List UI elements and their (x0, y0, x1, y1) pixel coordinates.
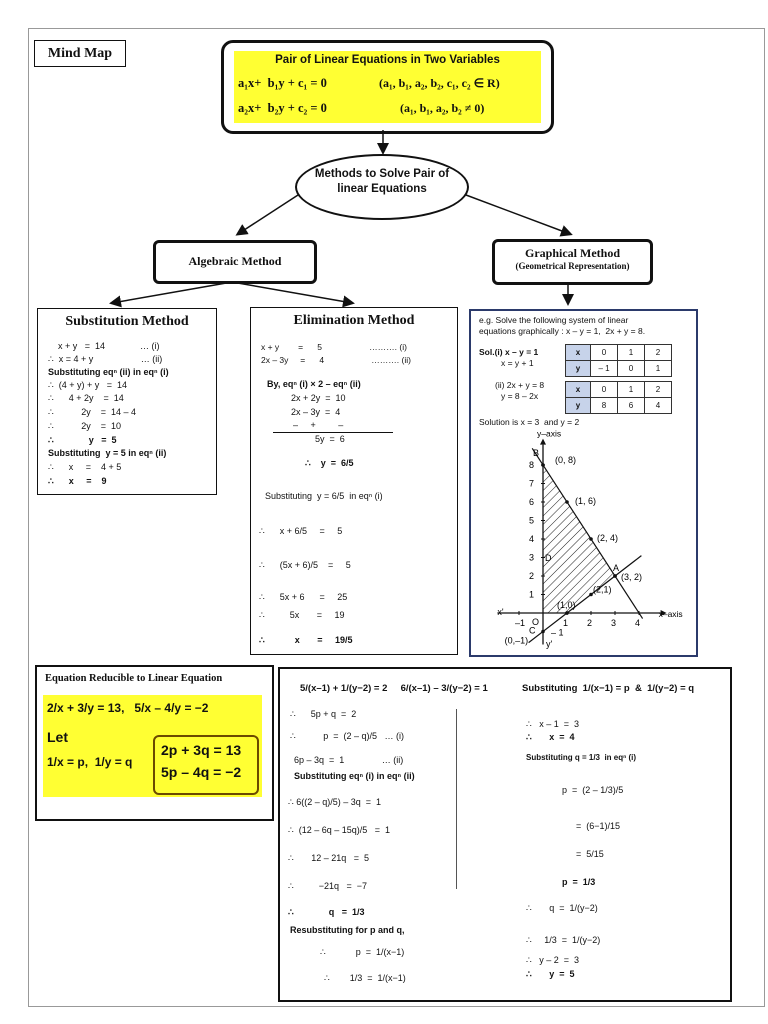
sub-line: ∴ (4 + y) + y = 14 (48, 380, 128, 390)
graph-question-2: equations graphically : x – y = 1, 2x + y = 8. (479, 326, 646, 336)
equation-2: a₂x+ b₂y + c₂ = 0 (238, 101, 327, 115)
sub-line: ∴ 4 + 2y = 14 (48, 393, 124, 403)
methods-oval (295, 154, 469, 220)
t-cell: 2 (645, 345, 672, 361)
bl-line: ∴ q = 1/3 (288, 907, 365, 917)
y-tick-label: 5 (529, 515, 535, 526)
reducible-panel (35, 665, 274, 821)
t-cell: 1 (618, 382, 645, 398)
br-line: ∴ y = 5 (526, 969, 575, 979)
y-tick-label: 7 (529, 478, 535, 489)
y-axis-label: y–axis (537, 428, 562, 439)
graph-annotation: (3, 2) (621, 572, 643, 582)
t-cell: – 1 (591, 361, 618, 377)
elim-line: – + – (293, 420, 344, 430)
br-line: ∴ 1/3 = 1/(y−2) (526, 935, 601, 945)
br-line: = 5/15 (576, 849, 604, 859)
elimination-title: Elimination Method (293, 313, 415, 328)
sub-line: ∴ 2y = 10 (48, 421, 122, 431)
graph-annotation: x' (497, 607, 504, 617)
sol-line: x = y + 1 (501, 358, 534, 368)
data-point (541, 463, 545, 467)
br-line: = (6−1)/15 (576, 821, 621, 831)
boxed-eq: 5p – 4q = −2 (161, 764, 242, 780)
graph-example-panel (469, 309, 698, 657)
elim-line: ∴ y = 6/5 (305, 458, 354, 468)
elim-line: 5y = 6 (315, 434, 345, 444)
graph-question-1: e.g. Solve the following system of linear (479, 315, 629, 325)
br-line: ∴ q = 1/(y−2) (526, 903, 598, 913)
bl-line: 6p – 3q = 1 … (ii) (294, 755, 404, 765)
x-axis-label: x–axis (658, 609, 683, 619)
graph-solution: Solution is x = 3 and y = 2 (479, 417, 580, 427)
reducible-let: Let (47, 729, 68, 745)
t-cell: 2 (645, 382, 672, 398)
reducible-subs: 1/x = p, 1/y = q (47, 755, 133, 769)
bl-line: ∴ 12 – 21q = 5 (288, 853, 370, 863)
sub-line: ∴ x = 9 (48, 476, 107, 486)
condition-2: (a₁, b₁, a₂, b₂ ≠ 0) (400, 101, 485, 115)
sol-line: (ii) 2x + y = 8 (495, 380, 545, 390)
sub-line: ∴ 2y = 14 – 4 (48, 407, 137, 417)
bl-line: ∴ 6((2 – q)/5) – 3q = 1 (288, 797, 382, 807)
br-line: ∴ x = 4 (526, 732, 575, 742)
graphical-title: Graphical Method (525, 246, 620, 260)
t-cell: y (566, 361, 591, 377)
graph-annotation: C (529, 625, 536, 636)
elim-line: By, eqⁿ (i) × 2 – eqⁿ (ii) (267, 379, 361, 389)
reducible-title: Equation Reducible to Linear Equation (45, 673, 223, 684)
data-point (565, 500, 569, 504)
t-cell: x (566, 345, 591, 361)
x-tick-label: –1 (515, 618, 526, 628)
data-point (541, 630, 545, 634)
br-line: Substituting q = 1/3 in eqⁿ (i) (526, 753, 637, 762)
top-title: Pair of Linear Equations in Two Variables (275, 54, 500, 66)
elim-rule (273, 432, 393, 433)
graph-annotation: (0,–1) (504, 635, 529, 646)
values-table-1 (565, 344, 672, 377)
y-tick-label: 4 (529, 534, 535, 544)
br-line: ∴ x – 1 = 3 (526, 719, 580, 729)
t-cell: 0 (591, 382, 618, 398)
graph-annotation: – 1 (551, 627, 564, 638)
t-cell: 4 (645, 398, 672, 414)
elim-line: ∴ (5x + 6)/5 = 5 (259, 560, 351, 570)
data-point (589, 537, 593, 541)
bl-header: 5/(x–1) + 1/(y−2) = 2 6/(x–1) – 3/(y−2) = 1 (300, 683, 488, 694)
graphical-subtitle: (Geometrical Representation) (515, 261, 630, 271)
substitution-title: Substitution Method (65, 314, 189, 329)
elim-line: 2x – 3y = 4 ………. (ii) (261, 355, 411, 365)
sub-line: x + y = 14 … (i) (48, 341, 160, 351)
y-tick-label: 3 (529, 552, 535, 563)
elim-line: 2x + 2y = 10 (291, 393, 346, 403)
graph-annotation: (1,0) (557, 600, 576, 610)
graph-annotation: (2,1) (593, 584, 612, 595)
line-graph (471, 428, 692, 653)
elim-line: x + y = 5 ………. (i) (261, 342, 407, 352)
boxed-eq: 2p + 3q = 13 (161, 742, 242, 758)
data-point (613, 574, 617, 578)
graphical-method-box (492, 239, 653, 285)
column-divider (456, 709, 457, 889)
x-tick-label: 3 (611, 618, 617, 628)
methods-line-1: Methods to Solve Pair of (314, 168, 450, 180)
elim-line: ∴ x + 6/5 = 5 (259, 526, 343, 536)
algebraic-method-box: Algebraic Method (153, 240, 317, 284)
graph-annotation: A (613, 563, 620, 573)
y-tick-label: 2 (529, 571, 535, 581)
t-cell: 8 (591, 398, 618, 414)
bl-line: ∴ p = (2 – q)/5 … (i) (290, 731, 405, 741)
sol-line: y = 8 – 2x (501, 391, 539, 401)
graph-annotation: (2, 4) (597, 533, 619, 543)
graph-annotation: B (533, 447, 540, 458)
bl-line: ∴ (12 – 6q – 15q)/5 = 1 (288, 825, 391, 835)
t-cell: 6 (618, 398, 645, 414)
br-line: ∴ y – 2 = 3 (526, 955, 580, 965)
equation-1: a₁x+ b₁y + c₁ = 0 (238, 76, 327, 90)
sub-line: ∴ y = 5 (48, 435, 117, 445)
graph-annotation: y' (546, 638, 553, 649)
worked-example-panel (278, 667, 732, 1002)
graph-annotation: D (545, 553, 552, 564)
t-cell: 1 (645, 361, 672, 377)
condition-1: (a₁, b₁, a₂, b₂, c₁, c₂ ∈ R) (379, 76, 500, 90)
x-tick-label: 4 (635, 618, 641, 628)
sol-line: Sol.(i) x – y = 1 (479, 347, 539, 357)
y-tick-label: 6 (529, 497, 535, 507)
substitution-method-panel (37, 308, 217, 495)
elim-line: ∴ 5x + 6 = 25 (259, 592, 348, 602)
bl-line: ∴ −21q = −7 (288, 881, 368, 891)
data-point (565, 611, 569, 615)
methods-line-2: linear Equations (337, 183, 427, 195)
elim-line: 2x – 3y = 4 (291, 407, 341, 417)
elimination-method-panel (250, 307, 458, 655)
t-cell: x (566, 382, 591, 398)
t-cell: 0 (618, 361, 645, 377)
mind-map-label: Mind Map (34, 40, 126, 67)
x-tick-label: 2 (587, 618, 593, 628)
bl-line: ∴ 1/3 = 1/(x−1) (324, 973, 406, 983)
y-tick-label: 1 (529, 589, 535, 600)
elim-line: ∴ x = 19/5 (259, 635, 353, 645)
t-cell: y (566, 398, 591, 414)
graph-annotation: (0, 8) (555, 455, 577, 465)
bl-line: Substituting eqⁿ (i) in eqⁿ (ii) (294, 771, 415, 781)
t-cell: 1 (618, 345, 645, 361)
sub-line: ∴ x = 4 + 5 (48, 462, 122, 472)
x-tick-label: 1 (563, 618, 569, 628)
boxed-equations (153, 735, 259, 795)
elim-line: Substituting y = 6/5 in eqⁿ (i) (265, 491, 383, 501)
reducible-eqs: 2/x + 3/y = 13, 5/x – 4/y = −2 (47, 701, 209, 715)
br-line: p = 1/3 (562, 877, 596, 887)
sub-line: Substituting eqⁿ (ii) in eqⁿ (i) (48, 367, 169, 377)
values-table-2 (565, 381, 672, 414)
bl-line: Resubstituting for p and q, (290, 925, 405, 935)
graph-annotation: (1, 6) (575, 496, 597, 506)
br-header: Substituting 1/(x−1) = p & 1/(y−2) = q (522, 683, 695, 694)
y-axis-arrow (540, 439, 546, 445)
t-cell: 0 (591, 345, 618, 361)
elim-line: ∴ 5x = 19 (259, 610, 345, 620)
graph-annotation: O (532, 617, 540, 627)
br-line: p = (2 – 1/3)/5 (562, 785, 624, 795)
bl-line: ∴ p = 1/(x−1) (320, 947, 405, 957)
y-tick-label: 8 (529, 460, 535, 470)
sub-line: Substituting y = 5 in eqⁿ (ii) (48, 448, 167, 458)
sub-line: ∴ x = 4 + y … (ii) (48, 354, 163, 364)
bl-line: ∴ 5p + q = 2 (290, 709, 357, 719)
